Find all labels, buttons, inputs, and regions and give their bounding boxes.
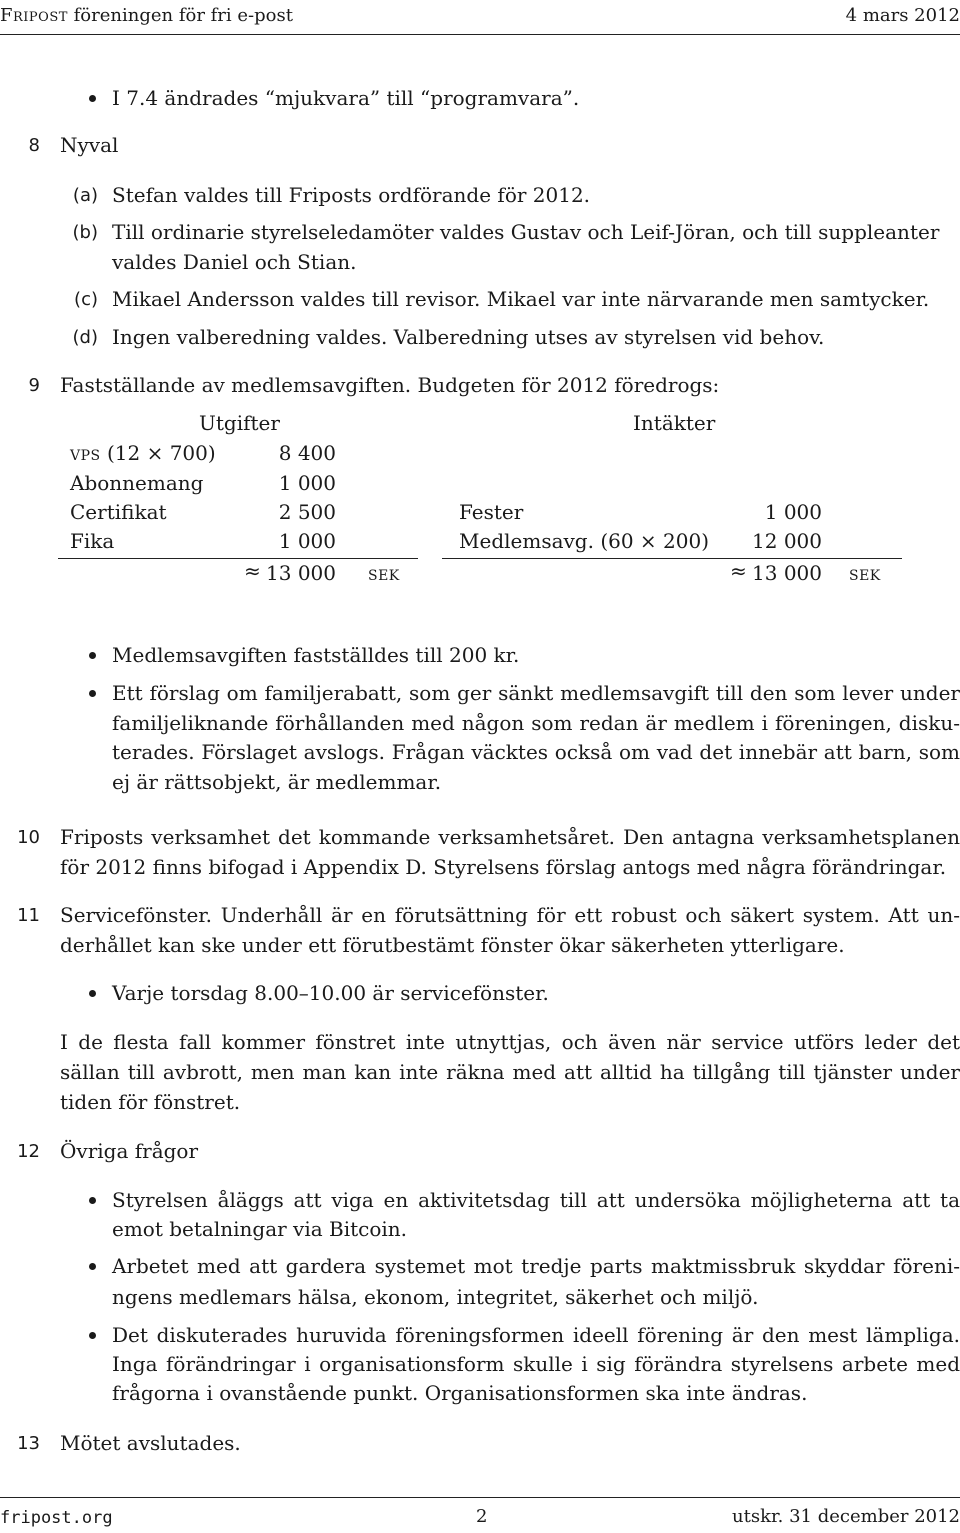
- item12-bullet2-line2: ngens medlemars hälsa, ekonom, integritet, säkerhet och miljö.: [112, 1285, 759, 1309]
- approx-symbol: ≈: [730, 559, 747, 583]
- item11-bullet-text: Varje torsdag 8.00–10.00 är servicefönster.: [112, 981, 549, 1005]
- item9-bullet-text: Medlemsavgiften fastställdes till 200 kr.: [112, 643, 520, 667]
- item9-bullet2-line2: familjeliknande förhållanden med någon som redan är medlem i föreningen, disku-: [112, 711, 960, 735]
- bullet-dot: [89, 652, 96, 659]
- budget-income-total: 13 000: [752, 561, 822, 585]
- item12-title: Övriga frågor: [60, 1139, 199, 1163]
- item8c-label: (c): [74, 289, 98, 310]
- item12-number: 12: [17, 1141, 40, 1162]
- item7-bullet-text: I 7.4 ändrades “mjukvara” till “programvara”.: [112, 86, 580, 110]
- item12-bullet3-line3: frågorna i ovanstående punkt. Organisationsformen ska inte ändras.: [112, 1381, 808, 1405]
- item8d-text: Ingen valberedning valdes. Valberedning utses av styrelsen vid behov.: [112, 325, 825, 349]
- budget-income-label: Fester: [459, 500, 524, 524]
- item10-number: 10: [17, 827, 40, 848]
- item11-number: 11: [17, 905, 40, 926]
- budget-expense-value: 2 500: [278, 500, 336, 524]
- bullet-dot: [89, 95, 96, 102]
- header-org-subtitle: föreningen för fri e-post: [67, 5, 293, 26]
- item8a-text: Stefan valdes till Friposts ordförande för 2012.: [112, 183, 591, 207]
- footer-print-date: utskr. 31 december 2012: [732, 1506, 960, 1527]
- item12-bullet1-line2: emot betalningar via Bitcoin.: [112, 1217, 408, 1241]
- item10-line1: Friposts verksamhet det kommande verksamhetsåret. Den antagna verksamhetsplanen: [60, 825, 960, 849]
- item8c-text: Mikael Andersson valdes till revisor. Mikael var inte närvarande men samtycker.: [112, 287, 930, 311]
- vps-abbrev: vps: [70, 441, 101, 465]
- item10-line2: för 2012 finns bifogad i Appendix D. Styrelsens förslag antogs med några förändringar.: [60, 855, 947, 879]
- item13-number: 13: [17, 1433, 40, 1454]
- budget-income-rule: [442, 558, 902, 559]
- approx-symbol: ≈: [244, 559, 261, 583]
- item9-title: Fastställande av medlemsavgiften. Budgeten för 2012 föredrogs:: [60, 373, 720, 397]
- bullet-dot: [89, 1197, 96, 1204]
- bullet-dot: [89, 1263, 96, 1270]
- footer-rule: [0, 1497, 960, 1498]
- vps-detail: (12 × 700): [100, 441, 216, 465]
- item11-line2: derhållet kan ske under ett förutbestämt fönster ökar säkerheten ytterligare.: [60, 933, 845, 957]
- running-header-title: [0, 1, 293, 31]
- item12-bullet1-line1: Styrelsen åläggs att viga en aktivitetsdag till att undersöka möjligheterna att ta: [112, 1188, 960, 1212]
- budget-expense-label: Abonnemang: [70, 471, 204, 495]
- item9-bullet2-line3: terades. Förslaget avslogs. Frågan väcktes också om vad det innebär att barn, som: [112, 740, 960, 764]
- item8b-text-line2: valdes Daniel och Stian.: [112, 250, 357, 274]
- item13-title: Mötet avslutades.: [60, 1431, 241, 1455]
- item12-bullet3-line1: Det diskuterades huruvida föreningsformen ideell förening är den mest lämpliga.: [112, 1323, 960, 1347]
- bullet-dot: [89, 1332, 96, 1339]
- budget-expense-value: 1 000: [278, 529, 336, 553]
- item9-bullet2-line1: Ett förslag om familjerabatt, som ger sänkt medlemsavgift till den som lever under: [112, 681, 960, 705]
- item11-para-line2: sällan till avbrott, men man kan inte räkna med att alltid ha tillgång till tjänster under: [60, 1060, 960, 1084]
- budget-expense-label: [70, 438, 216, 468]
- header-rule: [0, 34, 960, 35]
- budget-income-value: 1 000: [764, 500, 822, 524]
- budget-income-value: 12 000: [752, 529, 822, 553]
- item11-line1: Servicefönster. Underhåll är en förutsättning för ett robust och säkert system. Att un-: [60, 903, 960, 927]
- item8-title: Nyval: [60, 133, 119, 157]
- header-org-name: Fripost: [0, 5, 68, 26]
- footer-site-link[interactable]: fripost.org: [0, 1508, 113, 1528]
- budget-expense-value: 1 000: [278, 471, 336, 495]
- running-header-date: 4 mars 2012: [845, 5, 960, 26]
- item8b-text-line1: Till ordinarie styrelseledamöter valdes Gustav och Leif-Jöran, och till suppleanter: [112, 220, 940, 244]
- budget-expense-value: 8 400: [278, 441, 336, 465]
- footer-page-number: 2: [476, 1506, 488, 1527]
- item12-bullet3-line2: Inga förändringar i organisationsform skulle i sig förändra styrelsens arbete med: [112, 1352, 960, 1376]
- budget-expenses-rule: [58, 558, 418, 559]
- bullet-dot: [89, 690, 96, 697]
- budget-income-header: Intäkter: [633, 411, 716, 435]
- budget-expense-label: Fika: [70, 529, 115, 553]
- budget-income-label: Medlemsavg. (60 × 200): [459, 529, 710, 553]
- budget-expenses-header: Utgifter: [199, 411, 280, 435]
- item11-para-line1: I de flesta fall kommer fönstret inte utnyttjas, och även när service utförs leder det: [60, 1030, 960, 1054]
- item9-bullet2-line4: ej är rättsobjekt, är medlemmar.: [112, 770, 442, 794]
- item8-number: 8: [28, 135, 40, 156]
- budget-currency: sek: [849, 561, 881, 585]
- item9-number: 9: [28, 375, 40, 396]
- item8d-label: (d): [72, 327, 98, 348]
- budget-currency: sek: [368, 561, 400, 585]
- item11-para-line3: tiden för fönstret.: [60, 1090, 241, 1114]
- budget-expense-label: Certifikat: [70, 500, 167, 524]
- bullet-dot: [89, 990, 96, 997]
- item12-bullet2-line1: Arbetet med att gardera systemet mot tredje parts maktmissbruk skyddar föreni-: [112, 1254, 960, 1278]
- item8a-label: (a): [72, 185, 98, 206]
- item8b-label: (b): [72, 222, 98, 243]
- budget-expenses-total: 13 000: [266, 561, 336, 585]
